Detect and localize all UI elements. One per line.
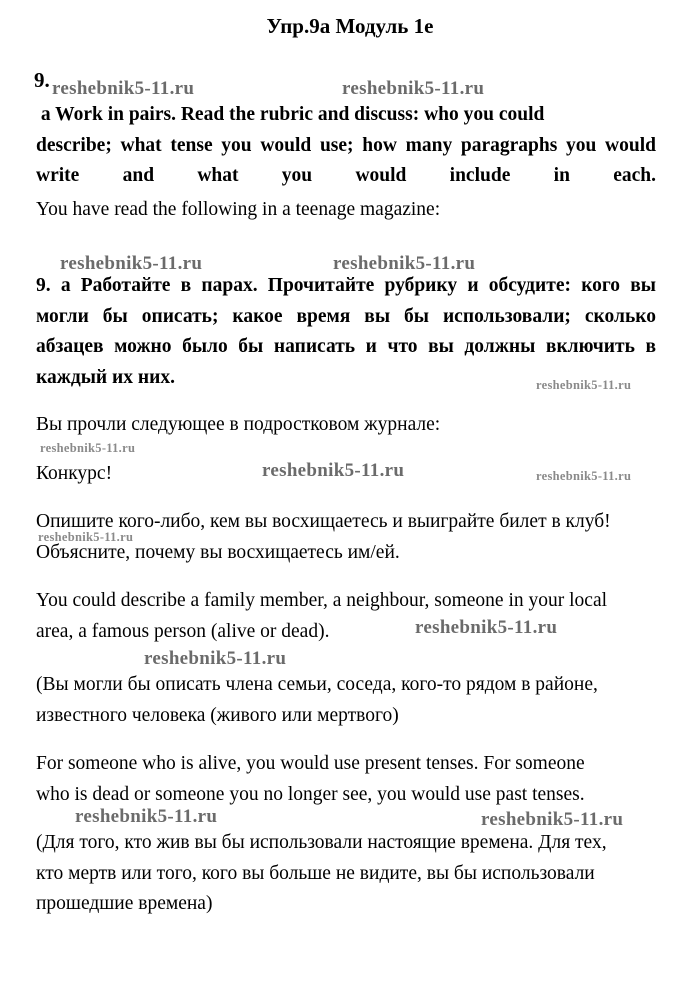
page-title: Упр.9a Модуль 1e [266, 14, 434, 38]
watermark: reshebnik5-11.ru [144, 648, 287, 669]
paragraph-ru-2-line-3: прошедшие времена) [36, 893, 213, 914]
paragraph-ru-1-line-1: (Вы могли бы описать члена семьи, соседа, кого-то рядом в районе, [36, 674, 598, 695]
paragraph-ru-2-line-2: кто мертв или того, кого вы больше не видите, вы бы использовали [36, 862, 595, 884]
watermark: reshebnik5-11.ru [536, 469, 632, 483]
contest-body-line-2: Объясните, почему вы восхищаетесь им/ей. [36, 541, 400, 563]
paragraph-en-2-line-1: For someone who is alive, you would use present tenses. For someone [36, 753, 585, 774]
paragraph-en-1-line-1: You could describe a family member, a neighbour, someone in your local [36, 590, 608, 611]
paragraph-en-1-line-2: area, a famous person (alive or dead). [36, 620, 330, 642]
watermark: reshebnik5-11.ru [536, 378, 632, 392]
russian-task-line-1: 9. a Работайте в парах. Прочитайте рубрику и обсудите: кого вы [36, 275, 656, 296]
paragraph-ru-2 [36, 828, 656, 920]
magazine-intro [36, 410, 656, 441]
russian-task [36, 271, 656, 393]
watermark: reshebnik5-11.ru [40, 441, 136, 455]
english-task-line-3: write and what you would include in each. [36, 165, 656, 186]
english-intro [36, 195, 656, 226]
paragraph-en-1 [36, 586, 656, 647]
watermark: reshebnik5-11.ru [38, 530, 134, 544]
english-task-line-2: describe; what tense you would use; how many paragraphs you would [36, 134, 656, 156]
paragraph-ru-1 [36, 670, 656, 731]
magazine-intro-text: Вы прочли следующее в подростковом журнале: [36, 414, 441, 435]
watermark: reshebnik5-11.ru [52, 78, 195, 99]
watermark: reshebnik5-11.ru [415, 617, 558, 638]
english-intro-text: You have read the following in a teenage magazine: [36, 199, 441, 220]
russian-task-line-2: могли бы описать; какое время вы бы использовали; сколько [36, 305, 656, 327]
watermark: reshebnik5-11.ru [333, 253, 476, 274]
russian-task-line-3: абзацев можно было бы написать и что вы должны включить в [36, 336, 656, 357]
paragraph-en-2-line-2: who is dead or someone you no longer see, you would use past tenses. [36, 783, 585, 805]
english-task-line-1: a Work in pairs. Read the rubric and discuss: who you could [36, 104, 545, 125]
watermark: reshebnik5-11.ru [262, 460, 405, 481]
paragraph-ru-2-line-1: (Для того, кто жив вы бы использовали настоящие времена. Для тех, [36, 832, 607, 853]
watermark: reshebnik5-11.ru [75, 806, 218, 827]
paragraph-en-2 [36, 749, 656, 810]
watermark: reshebnik5-11.ru [342, 78, 485, 99]
english-task [36, 100, 656, 192]
contest-body-line-1: Опишите кого-либо, кем вы восхищаетесь и выиграйте билет в клуб! [36, 511, 611, 532]
contest-text: Конкурс! [36, 463, 113, 484]
watermark: reshebnik5-11.ru [60, 253, 203, 274]
russian-task-line-4: каждый их них. [36, 366, 175, 388]
paragraph-ru-1-line-2: известного человека (живого или мертвого) [36, 704, 399, 726]
exercise-number: 9. [34, 68, 50, 92]
watermark: reshebnik5-11.ru [481, 809, 624, 830]
